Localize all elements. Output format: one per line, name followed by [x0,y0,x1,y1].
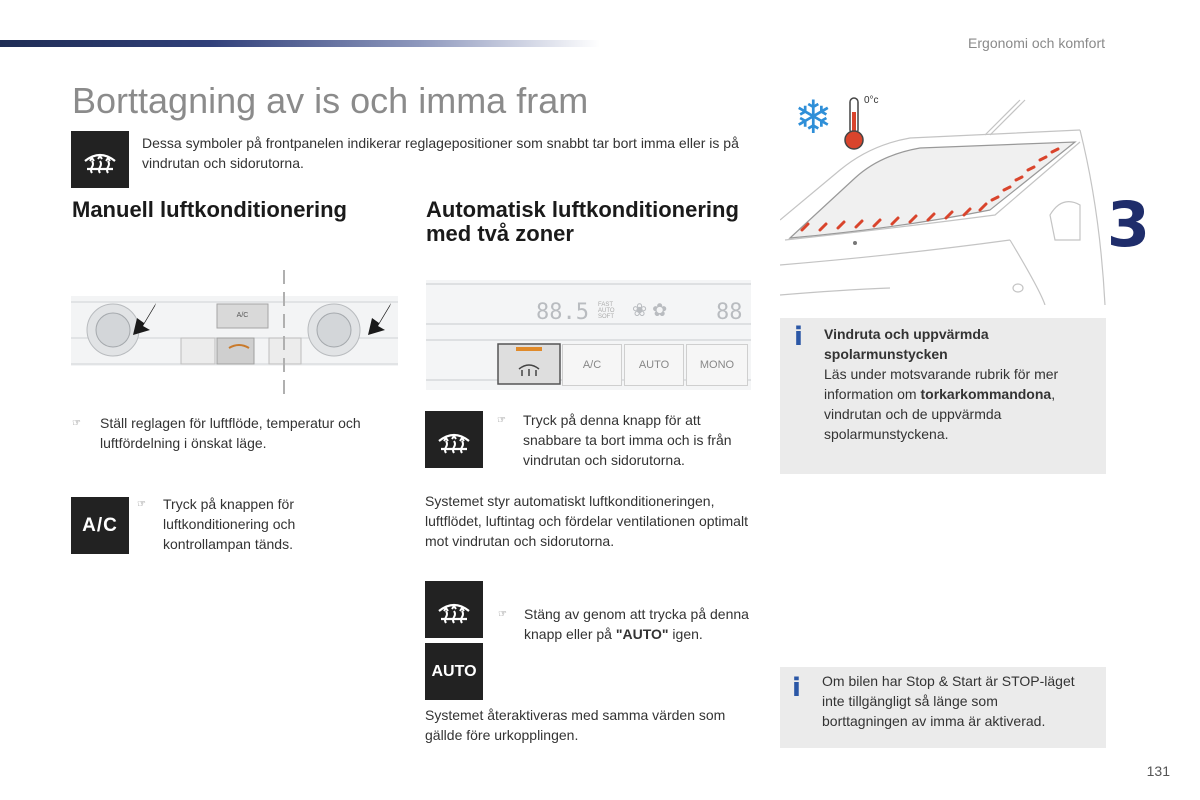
manual-step-1: Ställ reglagen för luftflöde, temperatur och luftfördelning i önskat läge. [100,415,361,451]
info-icon: i [794,322,803,352]
ac-panel-button-label: A/C [236,312,249,319]
info-text-end: , vindrutan och de uppvärmda spolarmunstyckena. [824,386,1056,442]
bullet-marker: ☞ [137,499,146,510]
info-box-stop-start [780,667,1106,748]
manual-heading: Manuell luftkonditionering [72,197,347,222]
windshield-illustration [780,90,1110,305]
temperature-display-left: 88.5 [536,300,589,325]
info-box-text [824,364,1094,444]
defrost-button-icon [425,411,483,468]
auto-button-icon: AUTO [425,643,483,700]
front-defrost-symbol [82,143,118,177]
bullet-marker: ☞ [498,609,507,620]
chapter-number: 3 [1106,188,1150,261]
manual-step-2: Tryck på knappen för luftkonditionering och kontrollampan tänds. [163,496,296,552]
ac-button-icon: A/C [71,497,129,554]
header-decoration-bar [0,40,600,47]
defrost-icon [71,131,129,188]
temperature-label: 0°c [864,95,879,106]
fan-icon: ❀ ✿ [632,300,668,320]
info-box-windshield [780,318,1106,474]
automatic-step-2-text-end: igen. [668,626,703,642]
manual-panel-illustration [71,268,398,400]
automatic-step-1: Tryck på denna knapp för att snabbare ta bort imma och is från vindrutan och sidorutorna. [523,412,732,468]
automatic-step-2-text: Stäng av genom att trycka på denna knapp eller på [524,606,749,642]
panel-mono-button: MONO [686,344,748,386]
bullet-marker: ☞ [497,415,506,426]
automatic-paragraph-1: Systemet styr automatiskt luftkonditioneringen, luftflödet, luftintag och fördelar ventilationen optimalt mot vindrutan och sidorutorna. [425,493,748,549]
info-text-bold: torkarkommandona [920,386,1052,402]
info-box-title: Vindruta och uppvärmda spolarmunstycken [824,326,989,362]
snowflake-icon: ❄ [794,91,833,143]
panel-ac-button: A/C [562,344,622,386]
temperature-display-right: 88 [716,300,743,325]
automatic-step-2 [524,604,749,644]
panel-auto-button: AUTO [624,344,684,386]
automatic-step-2-bold: "AUTO" [615,626,669,642]
fast-auto-soft-label: FAST AUTO SOFT [598,302,615,320]
page-title: Borttagning av is och imma fram [72,80,589,121]
intro-text: Dessa symboler på frontpanelen indikerar reglagepositioner som snabbt tar bort imma eller is på vindrutan och sidorutorna. [142,135,739,171]
section-title: Ergonomi och komfort [968,35,1105,51]
automatic-heading: Automatisk luftkonditionering med två zoner [426,197,739,246]
info-icon: i [792,673,801,703]
page-number: 131 [1146,763,1170,779]
bullet-marker: ☞ [72,418,81,429]
info-text-start: Läs under motsvarande rubrik för mer information om [824,366,1059,402]
automatic-panel-illustration [426,280,751,390]
defrost-button-icon-2 [425,581,483,638]
automatic-paragraph-2: Systemet återaktiveras med samma värden som gällde före urkopplingen. [425,707,726,743]
info-box-2-text: Om bilen har Stop & Start är STOP-läget inte tillgängligt så länge som borttagningen av imma är aktiverad. [822,673,1075,729]
